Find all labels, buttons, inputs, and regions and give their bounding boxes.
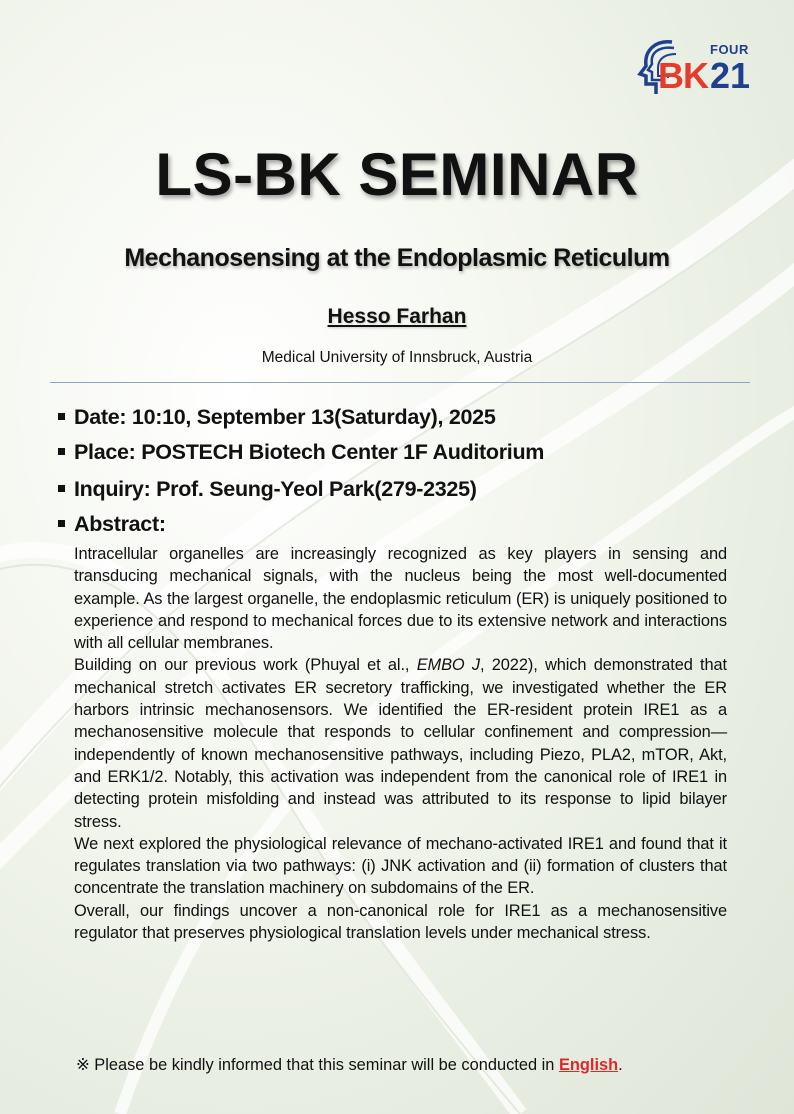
language-note [76, 1055, 756, 1075]
logo-21-text: 21 [710, 55, 751, 96]
abstract-heading [58, 512, 758, 537]
seminar-title: LS-BK SEMINAR [155, 141, 639, 208]
four-bk21-logo [628, 36, 756, 98]
logo-bk-text: BK [658, 55, 708, 96]
square-bullet-icon [58, 485, 65, 492]
abstract-p2-start: Building on our previous work (Phuyal et al., [74, 656, 417, 675]
square-bullet-icon [58, 413, 65, 420]
square-bullet-icon [58, 448, 65, 455]
detail-inquiry-text: Inquiry: Prof. Seung-Yeol Park(279-2325) [74, 477, 477, 501]
square-bullet-icon [58, 520, 65, 527]
speaker-name: Hesso Farhan [327, 305, 467, 328]
abstract-paragraph-2 [74, 654, 727, 832]
note-suffix: . [618, 1056, 623, 1074]
detail-date [58, 405, 758, 430]
abstract-p2-rest: , 2022), which demonstrated that mechanical stretch activates ER secretory trafficking, we investigated whether the ER harbors intrinsic mechanosensors. We identified the ER-resident protein IRE1 as a mechanosensitive molecule that responds to cellular confinement and compression—independently of known mechanosensitive pathways, including Piezo, PLA2, mTOR, Akt, and ERK1/2. Notably, this activation was independent from the canonical role of IRE1 in detecting protein misfolding and instead was attributed to its response to lipid bilayer stress. [74, 656, 727, 831]
divider [50, 382, 750, 383]
note-language: English [558, 1056, 619, 1074]
speaker-affiliation: Medical University of Innsbruck, Austria [261, 349, 533, 366]
detail-date-text: Date: 10:10, September 13(Saturday), 2025 [74, 405, 496, 429]
abstract-paragraph-3: We next explored the physiological relevance of mechano-activated IRE1 and found that it regulates translation via two pathways: (i) JNK activation and (ii) formation of clusters that concentrate the translation machinery on subdomains of the ER. [74, 834, 727, 898]
detail-place [58, 440, 758, 465]
abstract-paragraph-1: Intracellular organelles are increasingly recognized as key players in sensing and transducing mechanical signals, with the nucleus being the most well-documented example. As the largest organelle, the endoplasmic reticulum (ER) is uniquely positioned to experience and respond to mechanical forces due to its extensive network and interactions with all cellular membranes. [74, 545, 727, 653]
detail-inquiry [58, 477, 758, 502]
detail-place-text: Place: POSTECH Biotech Center 1F Auditorium [74, 440, 545, 464]
abstract-body [74, 543, 727, 944]
abstract-heading-text: Abstract: [74, 512, 166, 536]
logo-four-text: FOUR [710, 42, 749, 57]
note-prefix: ※ Please be kindly informed that this seminar will be conducted in [76, 1056, 559, 1074]
abstract-paragraph-4: Overall, our findings uncover a non-canonical role for IRE1 as a mechanosensitive regulator that preserves physiological translation levels under mechanical stress. [74, 901, 727, 943]
journal-name: EMBO J [416, 656, 480, 675]
talk-title: Mechanosensing at the Endoplasmic Reticulum [124, 244, 670, 272]
